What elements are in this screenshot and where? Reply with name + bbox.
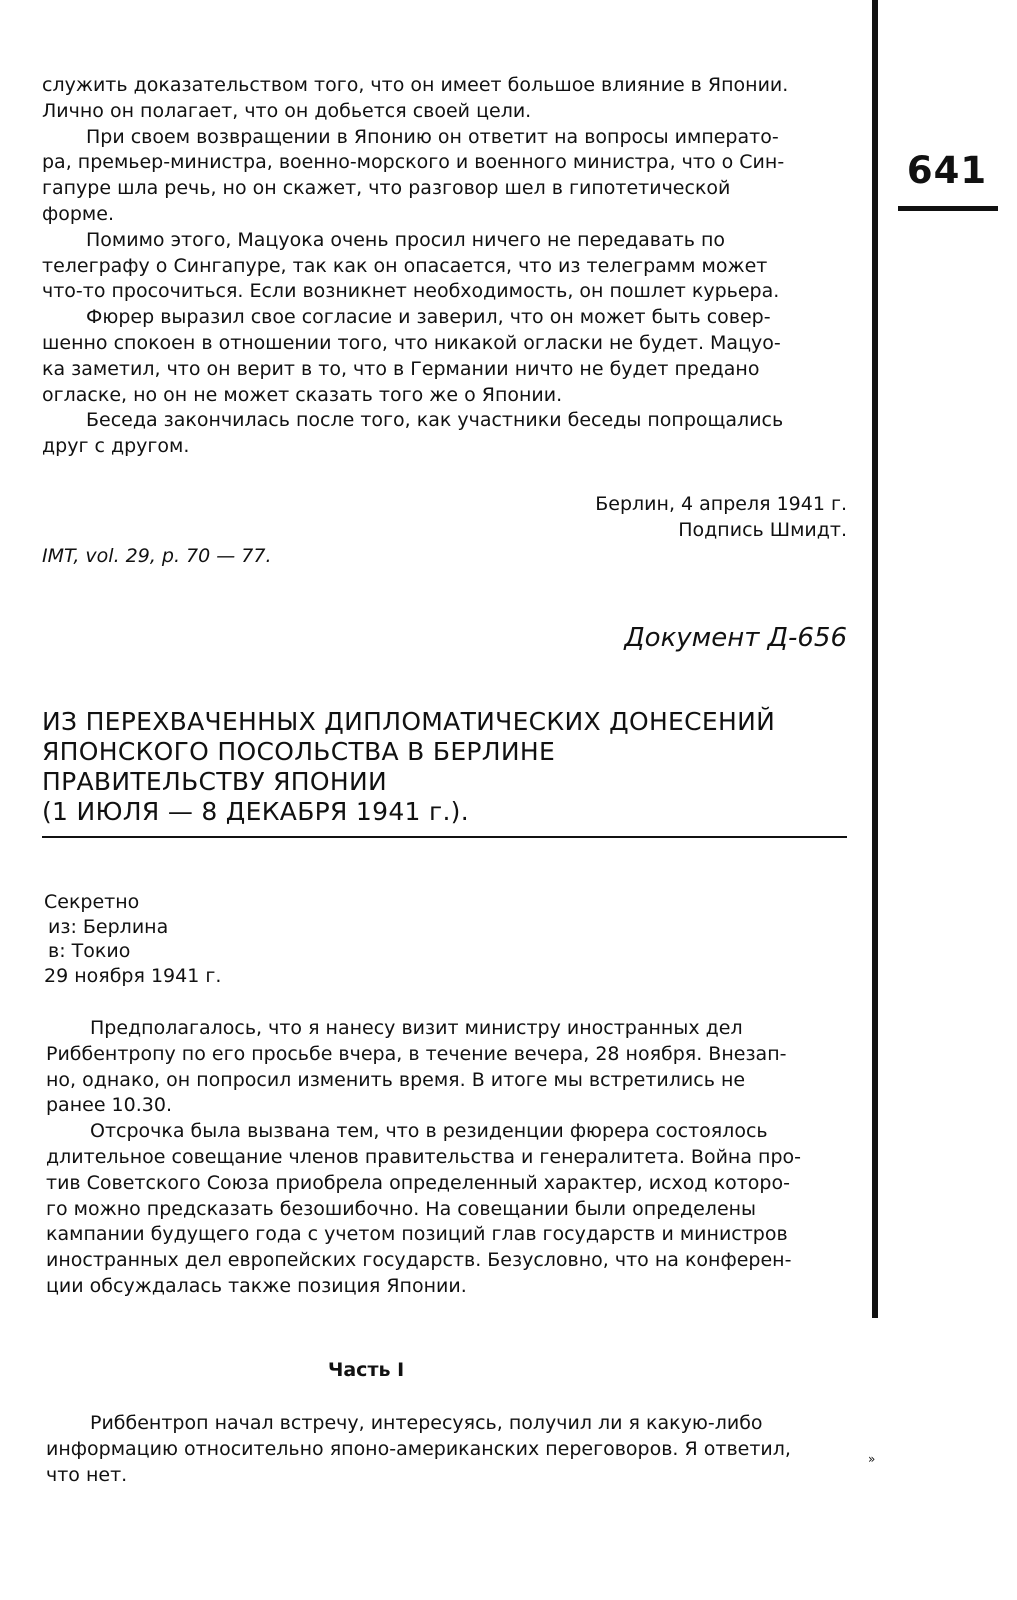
text-line: шенно спокоен в отношении того, что никакой огласки не будет. Мацуо- [42,331,781,354]
text-line: друг с другом. [42,435,190,458]
paragraph [42,73,847,125]
signature-block [42,492,847,544]
title-line: (1 ИЮЛЯ — 8 ДЕКАБРЯ 1941 г.). [42,797,469,826]
page-number: 641 [906,149,988,192]
text-line: Отсрочка была вызвана тем, что в резиденции фюрера состоялось [90,1120,768,1143]
text-line: тив Советского Союза приобрела определенный характер, исход которо- [46,1171,790,1194]
signature-name: Подпись Шмидт. [678,518,847,541]
paragraph [42,305,847,408]
text-line: что нет. [46,1463,128,1486]
to-line: в: Токио [48,940,131,962]
top-text-block [42,73,847,460]
text-line: телеграфу о Сингапуре, так как он опасается, что из телеграмм может [42,254,768,277]
paragraph [46,1411,848,1488]
telegram-date: 29 ноября 1941 г. [44,964,222,987]
text-line: Предполагалось, что я нанесу визит министру иностранных дел [90,1017,743,1039]
title-line: ИЗ ПЕРЕХВАЧЕННЫХ ДИПЛОМАТИЧЕСКИХ ДОНЕСЕНИЙ [42,707,776,736]
text-line: го можно предсказать безошибочно. На совещании были определены [46,1197,757,1220]
from-line: из: Берлина [48,915,169,938]
text-line: что-то просочиться. Если возникнет необходимость, он пошлет курьера. [42,280,780,303]
text-line: длительное совещание членов правительства и генералитета. Война про- [46,1145,801,1168]
text-line: кампании будущего года с учетом позиций глав государств и министров [46,1223,788,1246]
text-line: Риббентропу по его просьбе вчера, в течение вечера, 28 ноября. Внезап- [46,1042,787,1065]
text-line: ка заметил, что он верит в то, что в Германии ничто не будет предано [42,357,760,380]
paragraph [46,1016,848,1119]
title-line: ЯПОНСКОГО ПОСОЛЬСТВА В БЕРЛИНЕ [42,737,556,766]
signature-place-date: Берлин, 4 апреля 1941 г. [595,493,847,515]
text-line: огласке, но он не может сказать того же о Японии. [42,383,563,406]
margin-mark: » [868,1452,876,1466]
text-line: но, однако, он попросил изменить время. В итоге мы встретились не [46,1068,746,1091]
text-line: Лично он полагает, что он добьется своей цели. [42,99,532,122]
paragraph [42,125,847,228]
title-line: ПРАВИТЕЛЬСТВУ ЯПОНИИ [42,767,387,796]
text-line: гапуре шла речь, но он скажет, что разговор шел в гипотетической [42,177,731,200]
paragraph [42,408,847,460]
classification: Секретно [44,891,140,913]
page-number-underline [898,206,998,211]
text-line: служить доказательством того, что он имеет большое влияние в Японии. [42,74,789,96]
text-line: информацию относительно японо-американских переговоров. Я ответил, [46,1437,791,1460]
text-line: При своем возвращении в Японию он ответит на вопросы императо- [86,125,779,148]
text-line: Помимо этого, Мацуока очень просил ничего не передавать по [86,228,725,251]
paragraph [42,228,847,305]
bottom-text-block [46,1411,848,1488]
margin-vertical-rule [872,0,878,1318]
text-line: ра, премьер-министра, военно-морского и военного министра, что о Син- [42,151,785,174]
text-line: ции обсуждалась также позиция Японии. [46,1274,467,1297]
part-heading: Часть I [328,1359,405,1381]
text-line: Риббентроп начал встречу, интересуясь, получил ли я какую-либо [90,1412,763,1434]
text-line: иностранных дел европейских государств. Безусловно, что на конферен- [46,1249,792,1272]
telegram-header [44,890,221,988]
text-line: ранее 10.30. [46,1094,172,1117]
title-underline [42,836,847,838]
paragraph [46,1119,848,1300]
text-line: Беседа закончилась после того, как участники беседы попрощались [86,409,784,432]
text-line: Фюрер выразил свое согласие и заверил, что он может быть совер- [86,306,771,329]
document-title [42,707,847,827]
text-line: форме. [42,202,114,225]
source-reference: IMT, vol. 29, p. 70 — 77. [42,545,272,567]
document-number: Документ Д-656 [624,623,847,653]
mid-text-block [46,1016,848,1300]
